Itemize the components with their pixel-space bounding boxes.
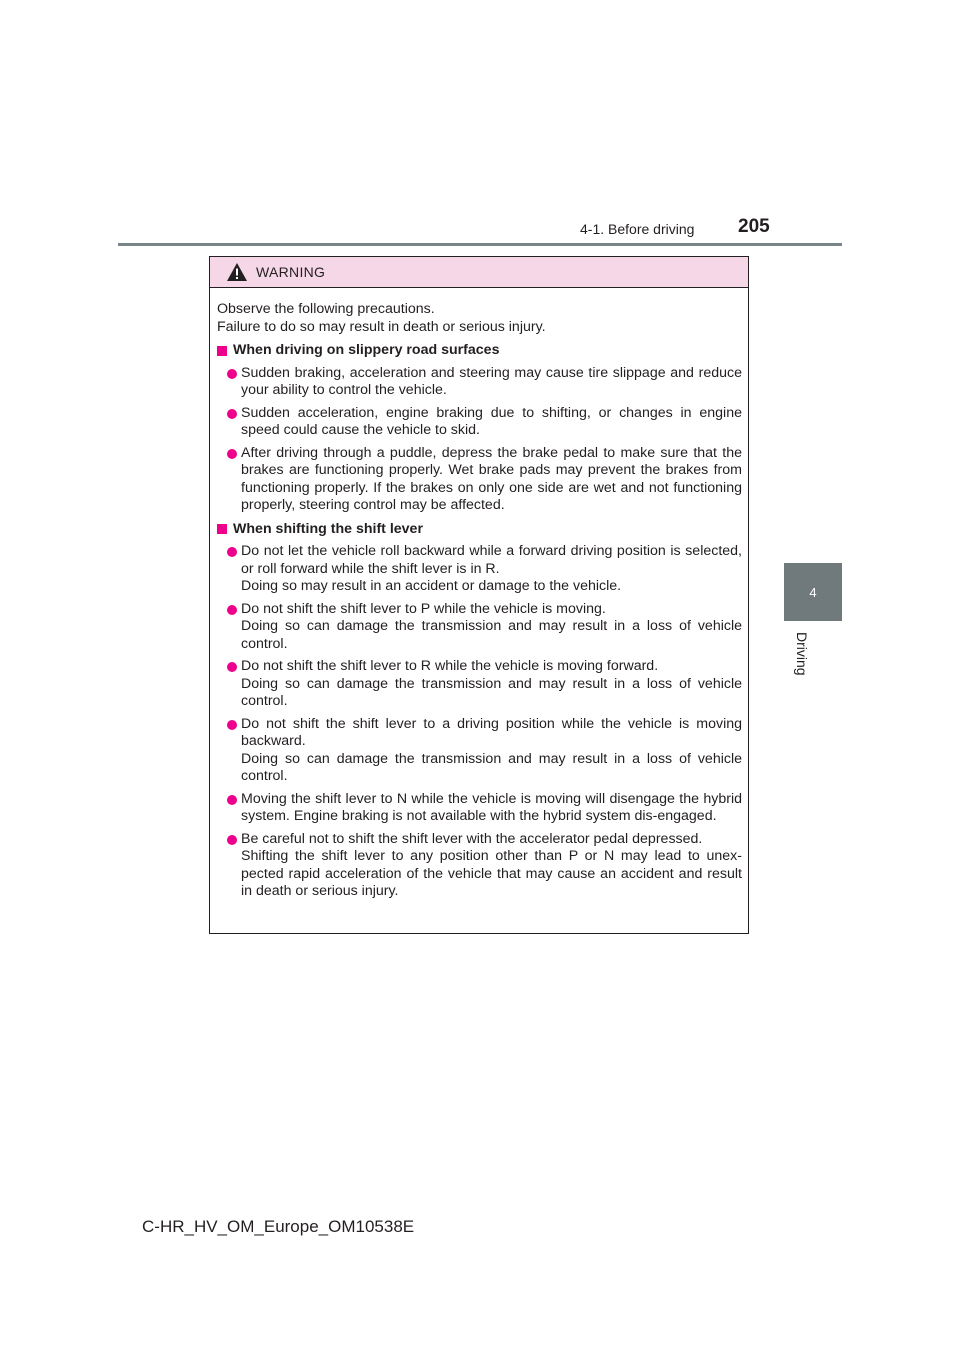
- list-item: [217, 601, 742, 654]
- section-heading-text: When shifting the shift lever: [233, 520, 423, 537]
- list-item: [217, 831, 742, 901]
- intro-line: Failure to do so may result in death or serious injury.: [217, 318, 546, 335]
- warning-header: [210, 257, 748, 288]
- warning-body: [210, 288, 748, 901]
- section-heading: [217, 342, 742, 360]
- item-text: Doing so can damage the transmission and may result in a loss of vehicle control.: [241, 675, 742, 709]
- warning-box: [209, 256, 749, 934]
- round-bullet-icon: [227, 720, 237, 730]
- intro-line: Observe the following precautions.: [217, 301, 435, 317]
- item-text: After driving through a puddle, depress the brake pedal to make sure that the brakes are functioning properly. Wet brake pads may prevent the brakes from functioning properly. If the brakes on only one side are wet and not functioning properly, steering control may be affected.: [241, 444, 742, 513]
- round-bullet-icon: [227, 662, 237, 672]
- item-text: Do not let the vehicle roll backward while a forward driving position is selected, or roll forward while the shift lever is in R.: [241, 543, 742, 577]
- square-bullet-icon: [217, 346, 227, 356]
- round-bullet-icon: [227, 449, 237, 459]
- document-code: C-HR_HV_OM_Europe_OM10538E: [142, 1217, 415, 1236]
- list-item: [217, 365, 742, 400]
- item-text: Be careful not to shift the shift lever with the accelerator pedal depressed.: [241, 830, 703, 847]
- item-text: Doing so can damage the transmission and may result in a loss of vehicle control.: [241, 750, 742, 784]
- section-heading-text: When driving on slippery road surfaces: [233, 342, 500, 358]
- item-text: Do not shift the shift lever to R while the vehicle is moving forward.: [241, 658, 659, 674]
- list-item: [217, 543, 742, 596]
- round-bullet-icon: [227, 369, 237, 379]
- round-bullet-icon: [227, 835, 237, 845]
- item-text: Sudden braking, acceleration and steering may cause tire slippage and reduce your ability to control the vehicle.: [241, 364, 742, 398]
- item-text: Do not shift the shift lever to a driving position while the vehicle is moving backward.: [241, 715, 742, 749]
- header-rule: [118, 243, 842, 246]
- chapter-number: 4: [809, 584, 817, 600]
- warning-triangle-icon: [226, 262, 248, 282]
- list-item: [217, 658, 742, 711]
- list-item: [217, 791, 742, 826]
- square-bullet-icon: [217, 524, 227, 534]
- round-bullet-icon: [227, 605, 237, 615]
- list-item: [217, 405, 742, 440]
- section-heading: [217, 521, 742, 539]
- round-bullet-icon: [227, 409, 237, 419]
- list-item: [217, 445, 742, 515]
- item-text: Do not shift the shift lever to P while the vehicle is moving.: [241, 600, 606, 617]
- item-text: Moving the shift lever to N while the vehicle is moving will disengage the hybrid system. Engine braking is not available with the hybrid system dis-engaged.: [241, 790, 742, 824]
- chapter-title: Driving: [794, 632, 810, 676]
- round-bullet-icon: [227, 547, 237, 557]
- item-text: Doing so can damage the transmission and may result in a loss of vehicle control.: [241, 618, 742, 652]
- round-bullet-icon: [227, 795, 237, 805]
- page-number: 205: [738, 216, 770, 237]
- chapter-tab[interactable]: [784, 563, 842, 621]
- item-text: Doing so may result in an accident or damage to the vehicle.: [241, 578, 622, 594]
- item-text: Sudden acceleration, engine braking due to shifting, or changes in engine speed could cause the vehicle to skid.: [241, 404, 742, 438]
- item-text: Shifting the shift lever to any position other than P or N may lead to unex-pected rapid acceleration of the vehicle that may cause an accident and result in death or serious injury.: [241, 848, 742, 899]
- warning-title: WARNING: [256, 264, 326, 280]
- section-title: 4-1. Before driving: [580, 221, 695, 237]
- list-item: [217, 716, 742, 786]
